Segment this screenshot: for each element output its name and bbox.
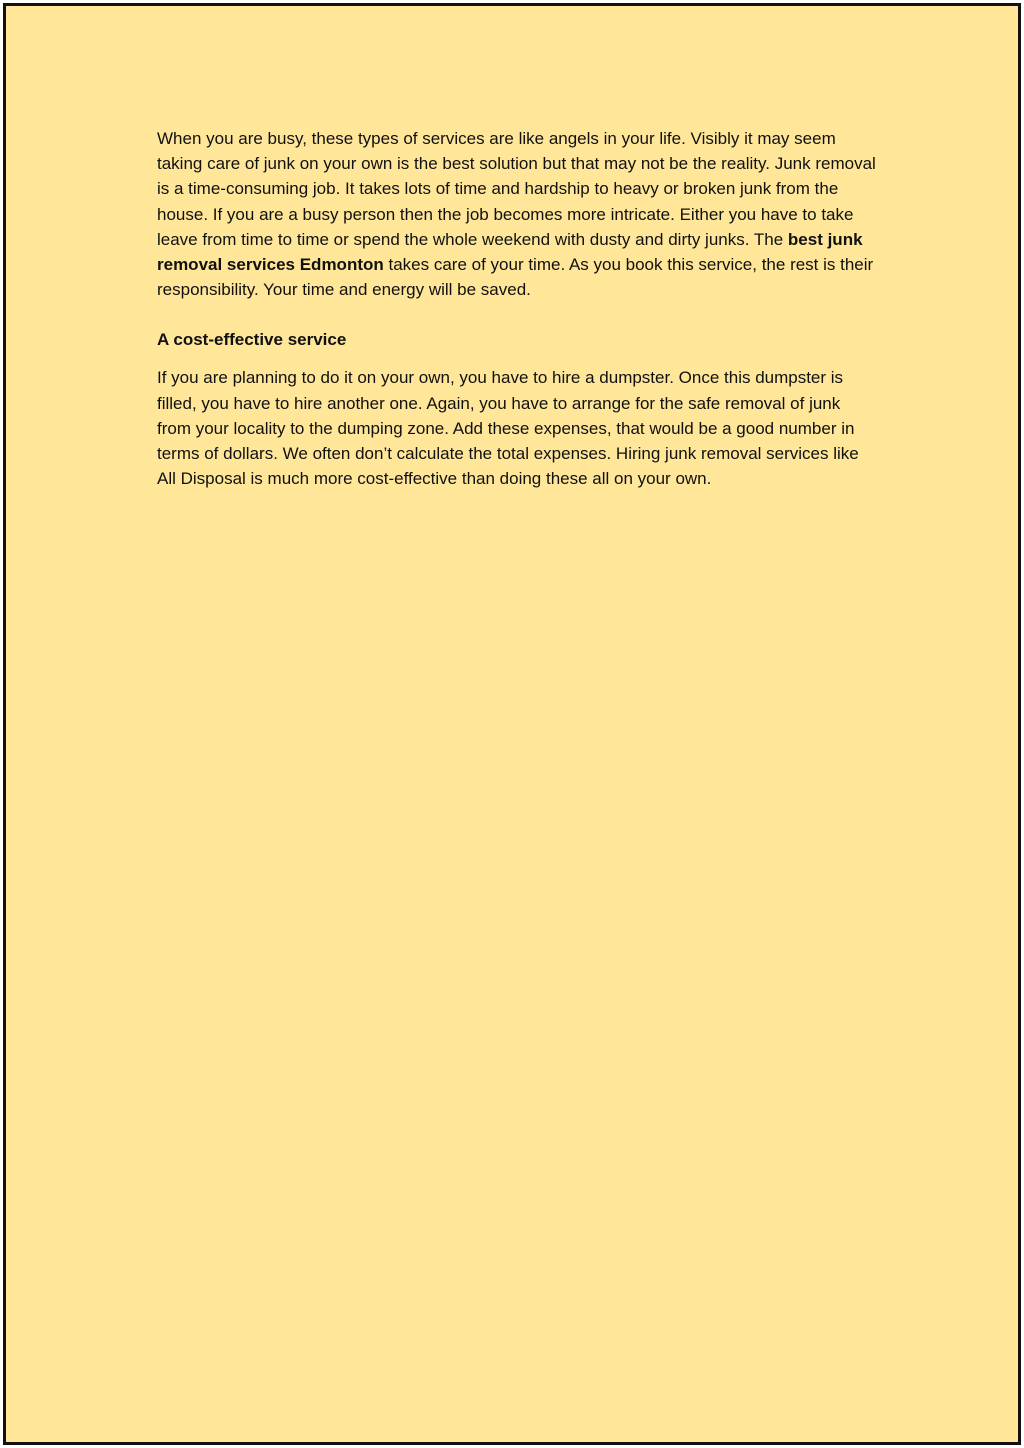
intro-paragraph-text-end: takes care of your time. As you book this service, the rest is their responsibility. Your time and energy will be saved. bbox=[157, 255, 874, 300]
cost-paragraph: If you are planning to do it on your own, you have to hire a dumpster. Once this dumpster is filled, you have to hire another one. Again, you have to arrange for the safe removal of junk from your locality to the dumping zone. Add these expenses, that would be a good number in terms of dollars. We often don’t calculate the total expenses. Hiring junk removal services like All Disposal is much more cost-effective than doing these all on your own. bbox=[157, 368, 859, 489]
intro-paragraph-text: When you are busy, these types of services are like angels in your life. Visibly it may seem taking care of junk on your own is the best solution but that may not be the reality. Junk removal is a time-consuming job. It takes lots of time and hardship to heavy or broken junk from the house. If you are a busy person then the job becomes more intricate. Either you have to take leave from time to time or spend the whole weekend with dusty and dirty junks. The bbox=[157, 129, 876, 249]
section-heading: A cost-effective service bbox=[157, 330, 347, 350]
document-body bbox=[157, 126, 877, 491]
intro-paragraph bbox=[157, 126, 877, 302]
highlighted-keyword: best junk removal services Edmonton bbox=[157, 229, 863, 275]
document-page bbox=[3, 3, 1021, 1445]
